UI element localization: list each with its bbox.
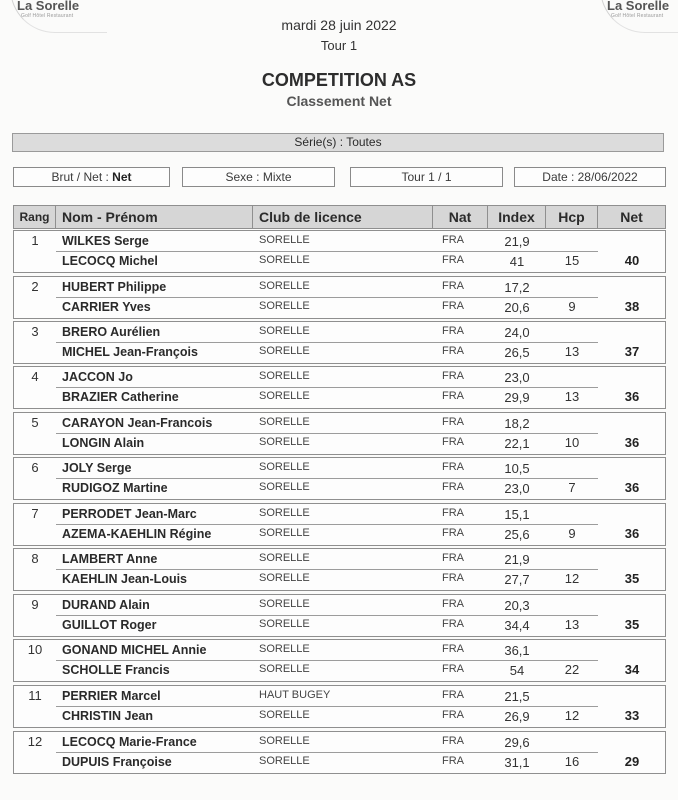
logo-name: La Sorelle xyxy=(17,0,80,13)
logo-tagline: Golf Hôtel Restaurant xyxy=(611,13,664,19)
player-nat: FRA xyxy=(442,572,464,584)
table-row xyxy=(13,276,666,319)
rank-cell: 8 xyxy=(31,551,39,566)
player-divider xyxy=(56,752,598,753)
player-index: 23,0 xyxy=(504,481,530,496)
team-net: 29 xyxy=(624,754,640,769)
team-hcp: 22 xyxy=(564,662,580,677)
player-nat: FRA xyxy=(442,689,464,701)
player-club: SORELLE xyxy=(259,598,310,610)
player-index: 25,6 xyxy=(504,527,530,542)
player-divider xyxy=(56,297,598,298)
page-subtitle: Classement Net xyxy=(286,93,392,109)
rank-cell: 12 xyxy=(27,734,43,749)
player-name: KAEHLIN Jean-Louis xyxy=(62,572,188,586)
rank-cell: 1 xyxy=(31,233,39,248)
table-row xyxy=(13,230,666,273)
player-name: LECOCQ Michel xyxy=(62,254,158,268)
filter-date: Date : 28/06/2022 xyxy=(514,167,666,187)
rank-cell: 7 xyxy=(31,506,39,521)
player-nat: FRA xyxy=(442,300,464,312)
team-net: 36 xyxy=(624,389,640,404)
player-index: 22,1 xyxy=(504,436,530,451)
player-index: 20,6 xyxy=(504,300,530,315)
filter-brut-net-value: Net xyxy=(112,170,132,184)
player-nat: FRA xyxy=(442,325,464,337)
player-divider xyxy=(56,433,598,434)
player-name: GUILLOT Roger xyxy=(62,618,157,632)
competition-round: Tour 1 xyxy=(320,38,358,53)
player-name: CARRIER Yves xyxy=(62,300,151,314)
player-divider xyxy=(56,524,598,525)
player-divider xyxy=(56,251,598,252)
table-row xyxy=(13,412,666,455)
filter-brut-net-label: Brut / Net : xyxy=(51,170,109,184)
table-row xyxy=(13,366,666,409)
player-club: SORELLE xyxy=(259,735,310,747)
player-index: 18,2 xyxy=(504,416,530,431)
team-net: 35 xyxy=(624,617,640,632)
player-name: RUDIGOZ Martine xyxy=(62,481,168,495)
player-index: 54 xyxy=(509,663,525,678)
team-net: 36 xyxy=(624,526,640,541)
player-club: SORELLE xyxy=(259,280,310,292)
player-divider xyxy=(56,706,598,707)
player-nat: FRA xyxy=(442,618,464,630)
player-club: SORELLE xyxy=(259,507,310,519)
player-index: 24,0 xyxy=(504,325,530,340)
player-name: GONAND MICHEL Annie xyxy=(62,643,207,657)
player-name: LONGIN Alain xyxy=(62,436,145,450)
player-nat: FRA xyxy=(442,735,464,747)
player-club: SORELLE xyxy=(259,618,310,630)
player-nat: FRA xyxy=(442,254,464,266)
table-row xyxy=(13,321,666,364)
player-nat: FRA xyxy=(442,234,464,246)
filter-tour: Tour 1 / 1 xyxy=(350,167,503,187)
player-divider xyxy=(56,342,598,343)
competition-date: mardi 28 juin 2022 xyxy=(281,17,397,33)
player-name: DURAND Alain xyxy=(62,598,150,612)
player-index: 21,9 xyxy=(504,234,530,249)
player-divider xyxy=(56,660,598,661)
team-hcp: 9 xyxy=(568,299,576,314)
player-club: SORELLE xyxy=(259,416,310,428)
col-club: Club de licence xyxy=(253,206,433,228)
filter-sexe: Sexe : Mixte xyxy=(182,167,335,187)
team-hcp: 10 xyxy=(564,435,580,450)
player-nat: FRA xyxy=(442,461,464,473)
logo-tagline: Golf Hôtel Restaurant xyxy=(21,13,74,19)
filter-brut-net xyxy=(13,167,170,187)
rank-cell: 4 xyxy=(31,369,39,384)
player-name: DUPUIS Françoise xyxy=(62,755,172,769)
player-index: 17,2 xyxy=(504,280,530,295)
player-nat: FRA xyxy=(442,527,464,539)
team-net: 40 xyxy=(624,253,640,268)
player-name: SCHOLLE Francis xyxy=(62,663,170,677)
player-index: 29,9 xyxy=(504,390,530,405)
player-club: SORELLE xyxy=(259,345,310,357)
player-nat: FRA xyxy=(442,663,464,675)
series-bar: Série(s) : Toutes xyxy=(12,133,664,152)
logo-name: La Sorelle xyxy=(607,0,670,13)
team-net: 36 xyxy=(624,480,640,495)
team-hcp: 13 xyxy=(564,389,580,404)
team-hcp: 16 xyxy=(564,754,580,769)
player-club: HAUT BUGEY xyxy=(259,689,331,701)
col-rang: Rang xyxy=(14,206,56,228)
player-name: WILKES Serge xyxy=(62,234,149,248)
player-index: 15,1 xyxy=(504,507,530,522)
team-hcp: 9 xyxy=(568,526,576,541)
player-name: PERRIER Marcel xyxy=(62,689,161,703)
player-club: SORELLE xyxy=(259,663,310,675)
col-net: Net xyxy=(620,209,643,225)
player-club: SORELLE xyxy=(259,755,310,767)
table-row xyxy=(13,548,666,591)
player-index: 26,9 xyxy=(504,709,530,724)
player-club: SORELLE xyxy=(259,643,310,655)
player-nat: FRA xyxy=(442,643,464,655)
team-net: 37 xyxy=(624,344,640,359)
player-divider xyxy=(56,478,598,479)
table-row xyxy=(13,594,666,637)
table-row xyxy=(13,685,666,728)
col-nat: Nat xyxy=(433,206,488,228)
player-name: LECOCQ Marie-France xyxy=(62,735,197,749)
player-name: MICHEL Jean-François xyxy=(62,345,198,359)
player-divider xyxy=(56,387,598,388)
player-name: JOLY Serge xyxy=(62,461,132,475)
player-club: SORELLE xyxy=(259,709,310,721)
player-index: 10,5 xyxy=(504,461,530,476)
team-net: 34 xyxy=(624,662,640,677)
team-net: 35 xyxy=(624,571,640,586)
team-net: 33 xyxy=(624,708,640,723)
rank-cell: 2 xyxy=(31,279,39,294)
player-name: AZEMA-KAEHLIN Régine xyxy=(62,527,212,541)
player-nat: FRA xyxy=(442,552,464,564)
player-nat: FRA xyxy=(442,755,464,767)
team-hcp: 13 xyxy=(564,617,580,632)
table-row xyxy=(13,731,666,774)
team-net: 36 xyxy=(624,435,640,450)
player-nat: FRA xyxy=(442,390,464,402)
player-index: 23,0 xyxy=(504,370,530,385)
player-name: HUBERT Philippe xyxy=(62,280,167,294)
player-club: SORELLE xyxy=(259,527,310,539)
team-hcp: 13 xyxy=(564,344,580,359)
team-hcp: 7 xyxy=(568,480,576,495)
rank-cell: 9 xyxy=(31,597,39,612)
team-hcp: 12 xyxy=(564,708,580,723)
table-row xyxy=(13,503,666,546)
player-club: SORELLE xyxy=(259,325,310,337)
player-name: LAMBERT Anne xyxy=(62,552,158,566)
player-name: BRAZIER Catherine xyxy=(62,390,179,404)
col-index: Index xyxy=(488,206,546,228)
player-nat: FRA xyxy=(442,416,464,428)
player-index: 21,9 xyxy=(504,552,530,567)
player-nat: FRA xyxy=(442,481,464,493)
team-net: 38 xyxy=(624,299,640,314)
player-index: 26,5 xyxy=(504,345,530,360)
team-hcp: 12 xyxy=(564,571,580,586)
player-index: 27,7 xyxy=(504,572,530,587)
player-nat: FRA xyxy=(442,709,464,721)
player-name: PERRODET Jean-Marc xyxy=(62,507,197,521)
player-club: SORELLE xyxy=(259,436,310,448)
player-name: CARAYON Jean-Francois xyxy=(62,416,213,430)
table-header xyxy=(13,205,666,229)
rank-cell: 5 xyxy=(31,415,39,430)
team-hcp: 15 xyxy=(564,253,580,268)
player-index: 36,1 xyxy=(504,643,530,658)
player-index: 20,3 xyxy=(504,598,530,613)
player-index: 29,6 xyxy=(504,735,530,750)
col-hcp: Hcp xyxy=(546,206,598,228)
rank-cell: 11 xyxy=(28,688,42,703)
player-nat: FRA xyxy=(442,507,464,519)
player-name: BRERO Aurélien xyxy=(62,325,161,339)
player-club: SORELLE xyxy=(259,234,310,246)
player-club: SORELLE xyxy=(259,572,310,584)
player-index: 34,4 xyxy=(504,618,530,633)
table-row xyxy=(13,639,666,682)
page-title: COMPETITION AS xyxy=(261,70,417,90)
player-index: 21,5 xyxy=(504,689,530,704)
player-club: SORELLE xyxy=(259,481,310,493)
player-name: CHRISTIN Jean xyxy=(62,709,153,723)
player-divider xyxy=(56,569,598,570)
player-nat: FRA xyxy=(442,280,464,292)
player-club: SORELLE xyxy=(259,254,310,266)
player-club: SORELLE xyxy=(259,390,310,402)
player-club: SORELLE xyxy=(259,300,310,312)
player-index: 31,1 xyxy=(504,755,530,770)
player-nat: FRA xyxy=(442,345,464,357)
player-nat: FRA xyxy=(442,598,464,610)
player-club: SORELLE xyxy=(259,461,310,473)
table-row xyxy=(13,457,666,500)
player-divider xyxy=(56,615,598,616)
player-club: SORELLE xyxy=(259,370,310,382)
player-nat: FRA xyxy=(442,370,464,382)
rank-cell: 3 xyxy=(31,324,39,339)
rank-cell: 6 xyxy=(31,460,39,475)
col-nom: Nom - Prénom xyxy=(56,206,253,228)
player-nat: FRA xyxy=(442,436,464,448)
player-index: 41 xyxy=(509,254,525,269)
player-name: JACCON Jo xyxy=(62,370,133,384)
player-club: SORELLE xyxy=(259,552,310,564)
rank-cell: 10 xyxy=(27,642,43,657)
